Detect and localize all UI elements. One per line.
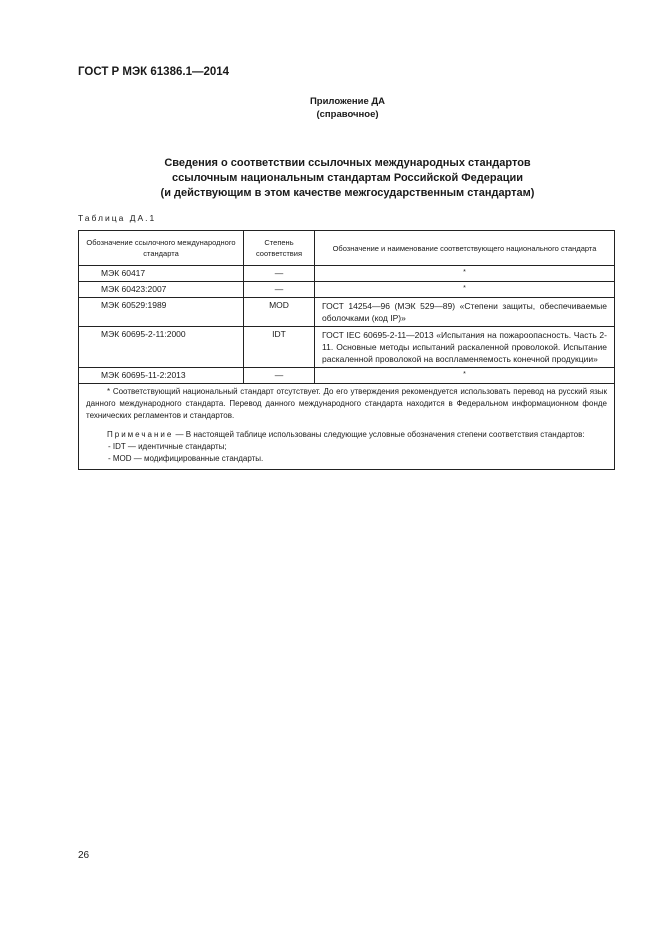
cell-national: ГОСТ IEC 60695-2-11—2013 «Испытания на пожароопасность. Часть 2-11. Основные методы испытаний раскаленной проволокой. Испытание раскаленной проволокой на воспламеняемость конечной продукции» [315,327,615,368]
section-title-line: Сведения о соответствии ссылочных международных стандартов [164,157,531,169]
correspondence-table [78,230,615,470]
document-header: ГОСТ Р МЭК 61386.1—2014 [78,66,230,78]
cell-national: * [315,282,615,298]
cell-reference: МЭК 60695-11-2:2013 [79,368,244,384]
table-row [79,327,615,368]
legend-item: - IDT — идентичные стандарты; [108,442,227,452]
annex-heading [0,95,661,121]
cell-national: * [315,266,615,282]
cell-reference: МЭК 60423:2007 [79,282,244,298]
table-row [79,368,615,384]
cell-degree: MOD [244,298,315,327]
cell-degree: — [244,282,315,298]
legend-item: - MOD — модифицированные стандарты. [108,453,264,463]
table-row [79,298,615,327]
footnote: * Соответствующий национальный стандарт отсутствует. До его утверждения рекомендуется использовать перевод на русский язык данного международного стандарта. Перевод данного международного стандарта находится в Федеральном информационном фонде технических регламентов и стандартов. [86,387,607,420]
cell-national: ГОСТ 14254—96 (МЭК 529—89) «Степени защиты, обеспечиваемые оболочками (код IP)» [315,298,615,327]
column-header-national: Обозначение и наименование соответствующего национального стандарта [315,231,615,266]
cell-reference: МЭК 60695-2-11:2000 [79,327,244,368]
table-header-row [79,231,615,266]
annex-title: Приложение ДА [309,96,386,107]
table-footer-row [79,384,615,470]
column-header-degree: Степень соответствия [244,231,315,266]
section-title-line: (и действующим в этом качестве межгосударственным стандартам) [160,187,535,199]
cell-degree: IDT [244,327,315,368]
table-row [79,282,615,298]
column-header-reference: Обозначение ссылочного международного стандарта [79,231,244,266]
section-title-line: ссылочным национальным стандартам Российской Федерации [171,172,524,184]
annex-subtitle: (справочное) [316,109,379,120]
note [86,429,607,441]
section-title [0,156,661,201]
cell-reference: МЭК 60529:1989 [79,298,244,327]
note-label: Примечание [107,430,174,440]
cell-national: * [315,368,615,384]
note-text: — В настоящей таблице использованы следующие условные обозначения степени соответствия стандартов: [175,430,585,440]
table-row [79,266,615,282]
cell-degree: — [244,266,315,282]
table-footer [79,384,615,470]
cell-reference: МЭК 60417 [79,266,244,282]
table-caption: Таблица ДА.1 [78,213,157,223]
cell-degree: — [244,368,315,384]
page-number: 26 [78,850,90,861]
